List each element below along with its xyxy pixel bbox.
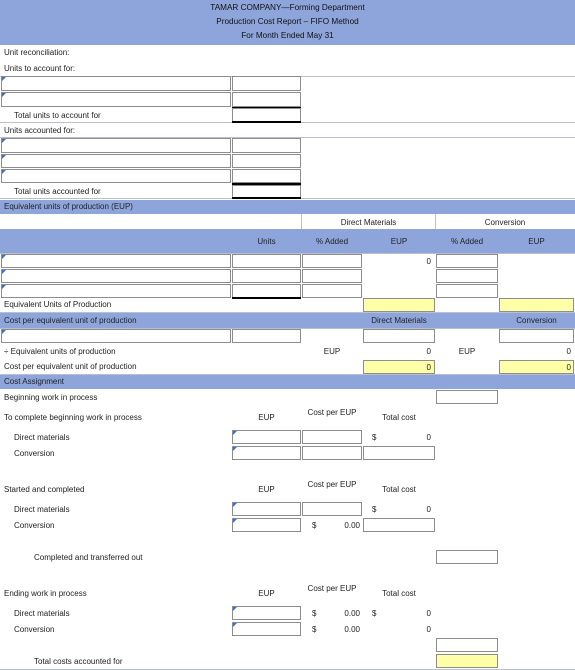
ending-total-cost-header: Total cost bbox=[382, 589, 416, 598]
complete-conv-cost-input[interactable] bbox=[302, 446, 362, 460]
eup-desc-1-input[interactable] bbox=[1, 254, 231, 268]
accounted-desc-1-input[interactable] bbox=[1, 138, 231, 153]
cost-per-eup-label: Cost per equivalent unit of production bbox=[4, 362, 137, 371]
complete-dm-eup-input[interactable] bbox=[232, 430, 301, 444]
eup-dm-pct-1-input[interactable] bbox=[302, 254, 362, 268]
conv-pct-added-header: % Added bbox=[450, 237, 484, 246]
complete-dm-cost-input[interactable] bbox=[302, 430, 362, 444]
eup-dm-pct-3-input[interactable] bbox=[302, 284, 362, 298]
company-name: TAMAR COMPANY—Forming Department bbox=[210, 3, 365, 12]
conv-eup-header: EUP bbox=[528, 237, 545, 246]
units-to-account-row bbox=[0, 60, 575, 77]
ending-conv-total: 0 bbox=[426, 625, 431, 634]
beginning-wip-label: Beginning work in process bbox=[4, 393, 98, 402]
units-column-header: Units bbox=[257, 237, 276, 246]
cost-per-eup-conv-header: Conversion bbox=[516, 316, 557, 325]
report-period: For Month Ended May 31 bbox=[241, 31, 334, 40]
spacer-row-1 bbox=[0, 461, 575, 478]
eup-dm-pct-2-input[interactable] bbox=[302, 269, 362, 283]
eup-dm-eup-1-value: 0 bbox=[426, 257, 431, 266]
ending-dm-label: Direct materials bbox=[14, 609, 70, 618]
accounted-desc-2-input[interactable] bbox=[1, 154, 231, 168]
started-dm-label: Direct materials bbox=[14, 505, 70, 514]
eup-desc-2-input[interactable] bbox=[1, 269, 231, 283]
conv-group-header: Conversion bbox=[484, 218, 526, 227]
report-header bbox=[0, 0, 575, 45]
ending-conv-label: Conversion bbox=[14, 625, 55, 634]
ending-wip-total-input[interactable] bbox=[436, 638, 498, 652]
accounted-desc-3-input[interactable] bbox=[1, 169, 231, 183]
complete-total-cost-header: Total cost bbox=[382, 413, 416, 422]
conv-eup-text: EUP bbox=[458, 347, 476, 356]
eup-conv-pct-3-input[interactable] bbox=[436, 284, 498, 298]
ending-conv-eup-input[interactable] bbox=[232, 622, 301, 636]
eup-units-2-input[interactable] bbox=[232, 269, 301, 283]
started-conv-cost: 0.00 bbox=[344, 521, 360, 530]
ending-dm-total-dollar: $ bbox=[372, 609, 377, 618]
started-completed-label: Started and completed bbox=[4, 485, 85, 494]
transferred-out-total-input[interactable] bbox=[436, 550, 498, 564]
ending-cost-per-eup-header: Cost per EUP bbox=[307, 584, 357, 593]
dm-cost-input[interactable] bbox=[363, 329, 435, 343]
started-total-cost-header: Total cost bbox=[382, 485, 416, 494]
to-account-units-1-input[interactable] bbox=[232, 76, 301, 91]
total-accounted-label: Total units accounted for bbox=[14, 187, 101, 196]
report-title: Production Cost Report – FIFO Method bbox=[216, 17, 359, 26]
dm-eup-header: EUP bbox=[390, 237, 408, 246]
eup-total-label: Equivalent Units of Production bbox=[4, 300, 112, 309]
eup-units-3-input[interactable] bbox=[232, 284, 301, 298]
ending-conv-cost-dollar: $ bbox=[312, 625, 317, 634]
cost-assignment-title-row bbox=[0, 375, 575, 390]
spacer-row-3 bbox=[0, 565, 575, 582]
started-conv-total-input[interactable] bbox=[363, 518, 435, 532]
spacer-row-2 bbox=[0, 533, 575, 550]
cost-aux-input[interactable] bbox=[232, 329, 301, 343]
cost-per-eup-title-row bbox=[0, 313, 575, 329]
ending-wip-row bbox=[0, 581, 575, 606]
started-dm-eup-input[interactable] bbox=[232, 502, 301, 516]
eup-group-header-row bbox=[0, 214, 575, 230]
eup-column-header-row bbox=[0, 229, 575, 254]
to-account-desc-2-input[interactable] bbox=[1, 92, 231, 107]
complete-conv-eup-input[interactable] bbox=[232, 446, 301, 460]
total-to-account-label: Total units to account for bbox=[14, 111, 101, 120]
eup-units-1-input[interactable] bbox=[232, 254, 301, 268]
started-eup-header: EUP bbox=[258, 485, 275, 494]
started-conv-dollar: $ bbox=[312, 521, 317, 530]
cost-per-eup-row bbox=[0, 359, 575, 375]
ending-dm-cost-dollar: $ bbox=[312, 609, 317, 618]
eup-conv-pct-2-input[interactable] bbox=[436, 269, 498, 283]
total-to-account-input[interactable] bbox=[232, 108, 301, 122]
eup-divisor-row bbox=[0, 344, 575, 360]
started-dm-total: 0 bbox=[426, 505, 431, 514]
accounted-units-3-input[interactable] bbox=[232, 169, 301, 183]
started-cost-per-eup-header: Cost per EUP bbox=[307, 480, 357, 489]
accounted-units-2-input[interactable] bbox=[232, 154, 301, 168]
complete-conv-label: Conversion bbox=[14, 449, 55, 458]
beginning-wip-cost-input[interactable] bbox=[436, 390, 498, 404]
unit-reconciliation-title: Unit reconciliation: bbox=[4, 48, 70, 57]
eup-divisor-label: ÷ Equivalent units of production bbox=[4, 347, 116, 356]
dm-eup-text: EUP bbox=[323, 347, 341, 356]
eup-dm-total-output bbox=[363, 298, 435, 312]
conv-eup-value: 0 bbox=[566, 347, 571, 356]
to-account-desc-1-input[interactable] bbox=[1, 76, 231, 91]
eup-title: Equivalent units of production (EUP) bbox=[4, 202, 133, 211]
complete-beginning-label: To complete beginning work in process bbox=[4, 413, 142, 422]
total-costs-label: Total costs accounted for bbox=[34, 657, 123, 666]
transferred-out-label: Completed and transferred out bbox=[34, 553, 143, 562]
complete-eup-header: EUP bbox=[258, 413, 275, 422]
cost-per-eup-dm-header: Direct Materials bbox=[371, 316, 427, 325]
ending-dm-eup-input[interactable] bbox=[232, 606, 301, 620]
cost-assignment-title: Cost Assignment bbox=[4, 377, 65, 386]
dm-cost-per-eup-value: 0 bbox=[426, 363, 431, 372]
complete-dm-label: Direct materials bbox=[14, 433, 70, 442]
dm-eup-value: 0 bbox=[426, 347, 431, 356]
units-accounted-label: Units accounted for: bbox=[4, 126, 76, 135]
started-dm-cost-input[interactable] bbox=[302, 502, 362, 516]
units-accounted-row bbox=[0, 123, 575, 138]
started-conv-label: Conversion bbox=[14, 521, 55, 530]
units-to-account-label: Units to account for: bbox=[4, 64, 76, 73]
ending-conv-cost: 0.00 bbox=[344, 625, 360, 634]
to-account-units-2-input[interactable] bbox=[232, 92, 301, 107]
conv-cost-input[interactable] bbox=[499, 329, 574, 343]
ending-wip-label: Ending work in process bbox=[4, 589, 87, 598]
eup-desc-3-input[interactable] bbox=[1, 284, 231, 298]
accounted-units-1-input[interactable] bbox=[232, 138, 301, 153]
total-costs-output bbox=[436, 654, 498, 668]
eup-total-row bbox=[0, 298, 575, 313]
ending-dm-cost: 0.00 bbox=[344, 609, 360, 618]
eup-title-row bbox=[0, 200, 575, 215]
eup-conv-pct-1-input[interactable] bbox=[436, 254, 498, 268]
complete-dm-total: 0 bbox=[426, 433, 431, 442]
conv-cost-per-eup-value: 0 bbox=[566, 363, 571, 372]
started-dm-dollar: $ bbox=[372, 505, 377, 514]
complete-cost-per-eup-header: Cost per EUP bbox=[307, 408, 357, 417]
unit-reconciliation-row bbox=[0, 45, 575, 61]
eup-conv-total-output bbox=[499, 298, 574, 312]
cost-desc-input[interactable] bbox=[1, 329, 231, 343]
ending-dm-total: 0 bbox=[426, 609, 431, 618]
started-conv-eup-input[interactable] bbox=[232, 518, 301, 532]
complete-dm-dollar: $ bbox=[372, 433, 377, 442]
started-completed-row bbox=[0, 477, 575, 502]
complete-beginning-row bbox=[0, 405, 575, 430]
dm-group-header: Direct Materials bbox=[340, 218, 397, 227]
complete-conv-total-input[interactable] bbox=[363, 446, 435, 460]
cost-per-eup-title: Cost per equivalent unit of production bbox=[4, 316, 137, 325]
ending-eup-header: EUP bbox=[258, 589, 275, 598]
dm-pct-added-header: % Added bbox=[315, 237, 349, 246]
